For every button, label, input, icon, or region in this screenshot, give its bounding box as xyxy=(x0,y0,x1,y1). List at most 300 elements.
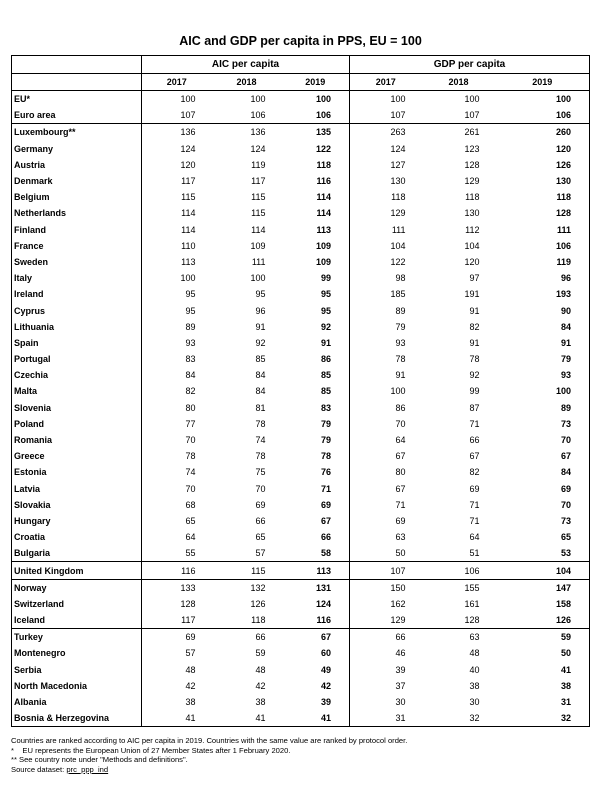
gdp-2019-value: 100 xyxy=(496,383,590,399)
gdp-2017-value: 162 xyxy=(350,596,422,612)
gdp-2017-value: 104 xyxy=(350,238,422,254)
country-name: EU* xyxy=(12,91,142,108)
country-name: Luxembourg** xyxy=(12,124,142,141)
aic-2019-value: 135 xyxy=(315,127,331,138)
aic-2018-value: 136 xyxy=(250,127,266,138)
aic-2019-value: 91 xyxy=(320,337,331,348)
country-name: Albania xyxy=(12,694,142,710)
country-name: Sweden xyxy=(12,254,142,270)
table-row xyxy=(12,612,590,629)
aic-2018-value: 38 xyxy=(255,697,266,708)
country-name: Serbia xyxy=(12,662,142,678)
country-name: Greece xyxy=(12,448,142,464)
aic-2017-value: 95 xyxy=(142,302,212,318)
country-name: United Kingdom xyxy=(12,562,142,579)
aic-2019-value: 71 xyxy=(320,483,331,494)
gdp-2018-value: 155 xyxy=(464,582,480,593)
aic-2019-value: 85 xyxy=(320,386,331,397)
aic-2019-value: 95 xyxy=(320,305,331,316)
gdp-2018-value: 130 xyxy=(464,208,480,219)
table-row xyxy=(12,596,590,612)
aic-2017-value: 120 xyxy=(142,157,212,173)
gdp-2017-value: 150 xyxy=(350,579,422,596)
gdp-2017-value: 111 xyxy=(350,222,422,238)
aic-2018-value: 115 xyxy=(251,208,266,219)
gdp-2017-value: 130 xyxy=(350,173,422,189)
gdp-2018-value: 40 xyxy=(469,664,480,675)
aic-2017-value: 116 xyxy=(142,562,212,579)
aic-2019-value: 39 xyxy=(320,697,331,708)
country-name: Malta xyxy=(12,383,142,399)
country-name: Belgium xyxy=(12,189,142,205)
aic-2017-value: 100 xyxy=(142,270,212,286)
aic-2018-value: 95 xyxy=(255,289,266,300)
country-name: Cyprus xyxy=(12,302,142,318)
aic-2017-value: 115 xyxy=(142,189,212,205)
source-dataset-link[interactable]: prc_ppp_ind xyxy=(66,764,109,774)
aic-2018-value: 59 xyxy=(255,648,266,659)
aic-2019-value: 109 xyxy=(315,240,331,251)
gdp-2018-value: 38 xyxy=(469,680,480,691)
gdp-2019-value: 126 xyxy=(496,157,590,173)
aic-2017-value: 78 xyxy=(142,448,212,464)
aic-2019-value: 100 xyxy=(315,94,331,105)
aic-2017-value: 113 xyxy=(142,254,212,270)
aic-2019-value: 114 xyxy=(316,192,331,203)
aic-2017-value: 74 xyxy=(142,464,212,480)
gdp-2019-value: 31 xyxy=(496,694,590,710)
aic-2019-value: 69 xyxy=(320,499,331,510)
gdp-2019-value: 59 xyxy=(496,629,590,646)
gdp-2019-value: 118 xyxy=(496,189,590,205)
gdp-2017-value: 118 xyxy=(350,189,422,205)
gdp-2017-value: 107 xyxy=(350,107,422,124)
country-name: Euro area xyxy=(12,107,142,124)
aic-2019-value: 67 xyxy=(320,515,331,526)
gdp-2019-value: 84 xyxy=(496,319,590,335)
aic-2018-value: 100 xyxy=(250,94,266,105)
aic-2017-value: 69 xyxy=(142,629,212,646)
country-note: ** See country note under "Methods and definitions". xyxy=(11,755,188,765)
aic-2018-value: 85 xyxy=(255,354,266,365)
country-name: Lithuania xyxy=(12,319,142,335)
aic-2019-value: 79 xyxy=(320,418,331,429)
country-name: Czechia xyxy=(12,367,142,383)
gdp-2019-value: 79 xyxy=(496,351,590,367)
gdp-2019-value: 70 xyxy=(496,497,590,513)
table-row xyxy=(12,464,590,480)
aic-2019-value: 67 xyxy=(320,632,331,643)
gdp-2017-value: 69 xyxy=(350,513,422,529)
aic-2017-value: 55 xyxy=(142,545,212,562)
gdp-2018-value: 128 xyxy=(464,159,480,170)
gdp-2018-value: 92 xyxy=(469,370,480,381)
gdp-2017-value: 78 xyxy=(350,351,422,367)
aic-2018-value: 66 xyxy=(255,515,266,526)
gdp-2019-value: 120 xyxy=(496,141,590,157)
year-header: 2018 xyxy=(212,74,282,91)
gdp-2017-value: 67 xyxy=(350,448,422,464)
country-name: Estonia xyxy=(12,464,142,480)
gdp-2019-value: 111 xyxy=(496,222,590,238)
table-row xyxy=(12,678,590,694)
table-row xyxy=(12,173,590,189)
aic-2019-value: 113 xyxy=(282,562,350,579)
aic-2018-value: 115 xyxy=(212,562,282,579)
aic-2017-value: 84 xyxy=(142,367,212,383)
gdp-2019-value: 65 xyxy=(496,529,590,545)
gdp-2019-value: 193 xyxy=(496,286,590,302)
gdp-2019-value: 93 xyxy=(496,367,590,383)
gdp-2018-value: 107 xyxy=(422,107,496,124)
country-name: Bosnia & Herzegovina xyxy=(12,710,142,727)
aic-2018-value: 74 xyxy=(255,435,266,446)
aic-2017-value: 117 xyxy=(142,173,212,189)
country-name: Bulgaria xyxy=(12,545,142,562)
gdp-2018-value: 63 xyxy=(469,632,480,643)
gdp-2019-value: 100 xyxy=(496,91,590,108)
aic-2017-value: 107 xyxy=(142,107,212,124)
country-name: Austria xyxy=(12,157,142,173)
aic-2017-value: 48 xyxy=(142,662,212,678)
gdp-2018-value: 64 xyxy=(469,532,480,543)
aic-2017-value: 70 xyxy=(142,432,212,448)
aic-2019-value: 86 xyxy=(320,354,331,365)
aic-2018-value: 115 xyxy=(251,192,266,203)
gdp-2017-value: 70 xyxy=(350,416,422,432)
gdp-2018-value: 261 xyxy=(464,127,480,138)
aic-2018-value: 84 xyxy=(255,370,266,381)
gdp-2019-value: 106 xyxy=(496,107,590,124)
aic-2018-value: 75 xyxy=(255,467,266,478)
table-row xyxy=(12,481,590,497)
table-row xyxy=(12,302,590,318)
aic-2018-value: 96 xyxy=(255,305,266,316)
aic-2017-value: 38 xyxy=(142,694,212,710)
aic-2017-value: 128 xyxy=(142,596,212,612)
gdp-2019-value: 89 xyxy=(496,400,590,416)
aic-2019-value: 42 xyxy=(320,680,331,691)
table-row xyxy=(12,513,590,529)
table-row xyxy=(12,645,590,661)
gdp-2018-value: 82 xyxy=(469,467,480,478)
aic-2019-value: 79 xyxy=(320,435,331,446)
aic-2017-value: 95 xyxy=(142,286,212,302)
aic-2017-value: 124 xyxy=(142,141,212,157)
gdp-2017-value: 30 xyxy=(350,694,422,710)
gdp-2018-value: 48 xyxy=(469,648,480,659)
gdp-2017-value: 66 xyxy=(350,629,422,646)
aic-2019-value: 99 xyxy=(320,273,331,284)
country-name: Norway xyxy=(12,579,142,596)
gdp-2019-value: 38 xyxy=(496,678,590,694)
aic-2017-value: 82 xyxy=(142,383,212,399)
aic-2019-value: 58 xyxy=(282,545,350,562)
aic-2017-value: 57 xyxy=(142,645,212,661)
aic-2019-value: 106 xyxy=(282,107,350,124)
gdp-2019-value: 90 xyxy=(496,302,590,318)
gdp-2018-value: 87 xyxy=(469,402,480,413)
table-row xyxy=(12,270,590,286)
source-note xyxy=(11,765,596,775)
country-name: Finland xyxy=(12,222,142,238)
aic-2018-value: 132 xyxy=(250,582,266,593)
ranking-note: Countries are ranked according to AIC per capita in 2019. Countries with the same value are ranked by protocol order. xyxy=(11,736,408,745)
year-header: 2017 xyxy=(350,74,422,91)
aic-2019-value: 124 xyxy=(315,598,331,609)
gdp-2019-value: 96 xyxy=(496,270,590,286)
table-row xyxy=(12,710,590,727)
country-name: Ireland xyxy=(12,286,142,302)
table-row xyxy=(12,335,590,351)
gdp-2018-value: 71 xyxy=(469,418,480,429)
country-name: North Macedonia xyxy=(12,678,142,694)
aic-2018-value: 91 xyxy=(255,321,266,332)
aic-2017-value: 100 xyxy=(142,91,212,108)
gdp-2017-value: 124 xyxy=(350,141,422,157)
gdp-2019-value: 104 xyxy=(496,562,590,579)
country-name: Portugal xyxy=(12,351,142,367)
gdp-2017-value: 46 xyxy=(350,645,422,661)
gdp-2017-value: 37 xyxy=(350,678,422,694)
aic-2018-value: 70 xyxy=(255,483,266,494)
gdp-2019-value: 53 xyxy=(496,545,590,562)
table-row xyxy=(12,562,590,579)
gdp-2019-value: 147 xyxy=(496,579,590,596)
aic-2018-value: 126 xyxy=(250,598,266,609)
gdp-2018-value: 78 xyxy=(469,354,480,365)
eu-note xyxy=(11,746,596,756)
aic-2018-value: 92 xyxy=(255,337,266,348)
aic-2019-value: 60 xyxy=(320,648,331,659)
table-row xyxy=(12,141,590,157)
gdp-2017-value: 89 xyxy=(350,302,422,318)
aic-2017-value: 117 xyxy=(142,612,212,629)
aic-2017-value: 83 xyxy=(142,351,212,367)
gdp-2017-value: 50 xyxy=(350,545,422,562)
aic-2019-value: 114 xyxy=(316,208,331,219)
gdp-2018-value: 123 xyxy=(464,143,480,154)
aic-2019-value: 85 xyxy=(320,370,331,381)
gdp-2018-value: 97 xyxy=(469,273,480,284)
aic-2019-value: 92 xyxy=(320,321,331,332)
aic-2018-value: 81 xyxy=(255,402,266,413)
aic-2019-value: 113 xyxy=(316,224,331,235)
gdp-2017-value: 129 xyxy=(350,612,422,629)
gdp-2017-value: 98 xyxy=(350,270,422,286)
aic-2018-value: 124 xyxy=(250,143,266,154)
gdp-2017-value: 63 xyxy=(350,529,422,545)
gdp-2018-value: 118 xyxy=(465,192,480,203)
gdp-2019-value: 73 xyxy=(496,416,590,432)
table-row xyxy=(12,286,590,302)
data-table xyxy=(11,55,590,727)
table-row xyxy=(12,205,590,221)
table-row xyxy=(12,319,590,335)
gdp-2018-value: 106 xyxy=(422,562,496,579)
aic-2018-value: 106 xyxy=(212,107,282,124)
gdp-2017-value: 127 xyxy=(350,157,422,173)
gdp-2019-value: 32 xyxy=(496,710,590,727)
gdp-2019-value: 91 xyxy=(496,335,590,351)
aic-2018-value: 100 xyxy=(250,273,266,284)
aic-2017-value: 70 xyxy=(142,481,212,497)
table-row xyxy=(12,189,590,205)
gdp-2018-value: 71 xyxy=(469,499,480,510)
gdp-2018-value: 120 xyxy=(464,256,480,267)
gdp-2018-value: 112 xyxy=(465,224,480,235)
year-header: 2019 xyxy=(282,74,350,91)
aic-2018-value: 109 xyxy=(250,240,266,251)
corner-cell xyxy=(12,56,142,74)
table-row xyxy=(12,662,590,678)
gdp-2017-value: 64 xyxy=(350,432,422,448)
aic-2018-value: 111 xyxy=(251,256,266,267)
gdp-2019-value: 106 xyxy=(496,238,590,254)
gdp-2018-value: 91 xyxy=(469,305,480,316)
aic-2017-value: 68 xyxy=(142,497,212,513)
gdp-2019-value: 126 xyxy=(496,612,590,629)
table-row xyxy=(12,107,590,124)
aic-2019-value: 41 xyxy=(282,710,350,727)
country-name: Latvia xyxy=(12,481,142,497)
gdp-2019-value: 70 xyxy=(496,432,590,448)
gdp-2019-value: 67 xyxy=(496,448,590,464)
country-name: Iceland xyxy=(12,612,142,629)
table-row xyxy=(12,432,590,448)
aic-2018-value: 78 xyxy=(255,418,266,429)
table-row xyxy=(12,238,590,254)
aic-2018-value: 69 xyxy=(255,499,266,510)
aic-2018-value: 117 xyxy=(251,176,266,187)
aic-2017-value: 136 xyxy=(142,124,212,141)
aic-2017-value: 80 xyxy=(142,400,212,416)
aic-2019-value: 109 xyxy=(315,256,331,267)
gdp-2018-value: 69 xyxy=(469,483,480,494)
aic-2017-value: 93 xyxy=(142,335,212,351)
table-row xyxy=(12,367,590,383)
gdp-2018-value: 104 xyxy=(464,240,480,251)
aic-2019-value: 49 xyxy=(320,664,331,675)
gdp-2018-value: 51 xyxy=(422,545,496,562)
table-row xyxy=(12,694,590,710)
gdp-2018-value: 161 xyxy=(464,598,480,609)
table-row xyxy=(12,448,590,464)
gdp-2017-value: 107 xyxy=(350,562,422,579)
gdp-2017-value: 86 xyxy=(350,400,422,416)
year-header: 2018 xyxy=(422,74,496,91)
gdp-2017-value: 185 xyxy=(350,286,422,302)
aic-2018-value: 65 xyxy=(255,532,266,543)
table-row xyxy=(12,383,590,399)
gdp-2018-value: 100 xyxy=(464,94,480,105)
gdp-2018-value: 30 xyxy=(469,697,480,708)
aic-2017-value: 64 xyxy=(142,529,212,545)
aic-2017-value: 110 xyxy=(142,238,212,254)
year-header: 2017 xyxy=(142,74,212,91)
table-row xyxy=(12,400,590,416)
aic-2019-value: 66 xyxy=(320,532,331,543)
aic-2017-value: 114 xyxy=(142,205,212,221)
country-name: Spain xyxy=(12,335,142,351)
gdp-2018-value: 67 xyxy=(469,451,480,462)
aic-2019-value: 78 xyxy=(320,451,331,462)
aic-2017-value: 77 xyxy=(142,416,212,432)
aic-2019-value: 95 xyxy=(320,289,331,300)
table-title: AIC and GDP per capita in PPS, EU = 100 xyxy=(179,34,422,48)
aic-2017-value: 133 xyxy=(142,579,212,596)
aic-2019-value: 83 xyxy=(320,402,331,413)
gdp-2018-value: 128 xyxy=(422,612,496,629)
country-name: Turkey xyxy=(12,629,142,646)
aic-2019-value: 131 xyxy=(315,582,331,593)
table-row xyxy=(12,529,590,545)
aic-group-header: AIC per capita xyxy=(142,56,350,74)
aic-2017-value: 114 xyxy=(142,222,212,238)
gdp-2017-value: 122 xyxy=(350,254,422,270)
aic-2018-value: 42 xyxy=(255,680,266,691)
aic-2019-value: 122 xyxy=(315,143,331,154)
gdp-2018-value: 32 xyxy=(422,710,496,727)
gdp-2017-value: 80 xyxy=(350,464,422,480)
table-row xyxy=(12,579,590,596)
gdp-2018-value: 66 xyxy=(469,435,480,446)
gdp-2017-value: 79 xyxy=(350,319,422,335)
table-row xyxy=(12,351,590,367)
gdp-2017-value: 71 xyxy=(350,497,422,513)
gdp-2019-value: 50 xyxy=(496,645,590,661)
eu-note-mark: * xyxy=(11,745,14,755)
country-name: Italy xyxy=(12,270,142,286)
gdp-2017-value: 67 xyxy=(350,481,422,497)
corner-cell xyxy=(12,74,142,91)
gdp-2019-value: 158 xyxy=(496,596,590,612)
gdp-2017-value: 31 xyxy=(350,710,422,727)
aic-2018-value: 57 xyxy=(212,545,282,562)
gdp-2017-value: 129 xyxy=(350,205,422,221)
gdp-2018-value: 129 xyxy=(464,176,480,187)
table-row xyxy=(12,254,590,270)
aic-2017-value: 42 xyxy=(142,678,212,694)
aic-2019-value: 116 xyxy=(282,612,350,629)
gdp-2019-value: 73 xyxy=(496,513,590,529)
source-label: Source dataset: xyxy=(11,764,65,774)
gdp-2018-value: 71 xyxy=(469,515,480,526)
country-name: Croatia xyxy=(12,529,142,545)
aic-2017-value: 65 xyxy=(142,513,212,529)
country-name: Denmark xyxy=(12,173,142,189)
table-row xyxy=(12,416,590,432)
country-name: Netherlands xyxy=(12,205,142,221)
aic-2017-value: 89 xyxy=(142,319,212,335)
country-name: Romania xyxy=(12,432,142,448)
year-header: 2019 xyxy=(496,74,590,91)
gdp-2018-value: 99 xyxy=(469,386,480,397)
aic-2018-value: 66 xyxy=(255,632,266,643)
gdp-2017-value: 93 xyxy=(350,335,422,351)
aic-2018-value: 41 xyxy=(212,710,282,727)
gdp-2017-value: 91 xyxy=(350,367,422,383)
aic-2018-value: 84 xyxy=(255,386,266,397)
country-name: Germany xyxy=(12,141,142,157)
gdp-2017-value: 263 xyxy=(350,124,422,141)
gdp-2019-value: 260 xyxy=(496,124,590,141)
aic-2018-value: 48 xyxy=(255,664,266,675)
country-name: Poland xyxy=(12,416,142,432)
aic-2018-value: 114 xyxy=(251,224,266,235)
gdp-2019-value: 84 xyxy=(496,464,590,480)
table-row xyxy=(12,629,590,646)
